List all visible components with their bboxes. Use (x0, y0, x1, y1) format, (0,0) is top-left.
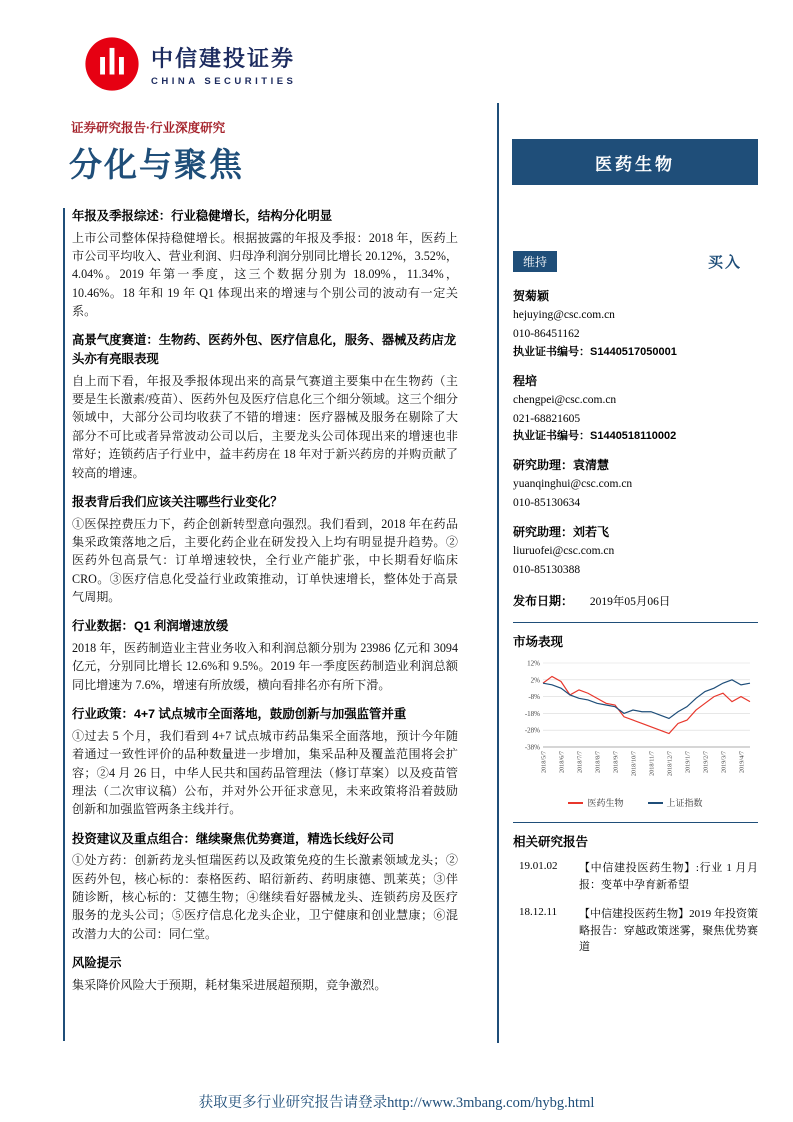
assistant-name: 研究助理：袁清慧 (513, 458, 610, 472)
analyst-block (513, 287, 758, 362)
svg-text:-8%: -8% (528, 693, 540, 702)
analyst-email: chengpei@csc.com.cn (513, 393, 617, 406)
sidebar-divider-rule (497, 103, 499, 1043)
assistant-phone: 010-85130388 (513, 563, 581, 576)
section-investment-advice (72, 830, 458, 943)
section-body: ①处方药：创新药龙头恒瑞医药以及政策免疫的生长激素领域龙头；②医药外包，核心标的：泰格医药、昭衍新药、药明康德、凯莱英；③伴随诊断，核心标的：艾德生物；④继续看好器械龙头、连锁药房及医疗服务的龙头公司；⑤医疗信息化龙头企业，卫宁健康和创业慧康；⑥混改潜力大的公司：同仁堂。 (72, 853, 458, 941)
assistant-name: 研究助理：刘若飞 (513, 524, 610, 539)
report-type-label: 证券研究报告·行业深度研究 (71, 121, 226, 135)
market-chart-svg (513, 655, 757, 795)
analyst-name: 程培 (513, 373, 538, 388)
rating-row (513, 251, 758, 272)
assistant-phone: 010-85130634 (513, 497, 581, 510)
industry-name: 医药生物 (595, 154, 675, 174)
assistant-email: yuanqinghui@csc.com.cn (513, 478, 633, 491)
publish-date-label: 发布日期： (513, 594, 574, 609)
csc-logo-icon (84, 36, 140, 92)
analyst-license: 执业证书编号：S1440518110002 (513, 430, 677, 443)
legend-label: 医药生物 (587, 798, 624, 809)
svg-text:2019/3/7: 2019/3/7 (720, 751, 728, 774)
section-heading: 行业数据：Q1 利润增速放缓 (72, 619, 229, 634)
brand-header (84, 36, 296, 92)
assistant-block (513, 523, 758, 580)
svg-text:12%: 12% (527, 659, 540, 668)
report-date: 19.01.02 (519, 860, 558, 873)
legend-line-swatch-pharma-icon (568, 802, 583, 804)
related-report-row (513, 860, 758, 893)
svg-text:2019/2/7: 2019/2/7 (702, 751, 710, 774)
related-report-row (513, 906, 758, 956)
section-body: 上市公司整体保持稳健增长。根据披露的年报及季报：2018 年，医药上市公司平均收入、营业利润、归母净利润分别同比增长 20.12%，3.52%，4.04%。2019 年第一季度，这三个数据分别为 18.09%，11.34%，10.46%。18 年和 19 年 Q1 体现出来的增速与个别公司的波动有一定关系。 (72, 230, 458, 319)
svg-text:2019/4/7: 2019/4/7 (738, 751, 746, 774)
report-title-text: 【中信建投医药生物】2019 年投资策略报告：穿越政策迷雾，聚焦优势赛道 (579, 908, 758, 954)
analyst-phone: 010-86451162 (513, 328, 580, 341)
section-risk-warning (72, 954, 458, 994)
legend-label: 上证指数 (666, 798, 703, 809)
report-title: 分化与聚焦 (69, 146, 244, 183)
section-hot-tracks (72, 331, 458, 481)
analyst-name: 贺菊颖 (513, 289, 550, 303)
footer-link[interactable]: 获取更多行业研究报告请登录http://www.3mbang.com/hybg.html (198, 1095, 595, 1111)
brand-text (151, 42, 296, 87)
sidebar-section-divider (513, 822, 758, 823)
assistant-email: liuruofei@csc.com.cn (513, 545, 615, 558)
section-heading: 年报及季报综述：行业稳健增长，结构分化明显 (72, 209, 333, 223)
section-body: ①过去 5 个月，我们看到 4+7 试点城市药品集采全面落地，预计今年随着通过一致性评价的品种数量进一步增加，集采品种及覆盖范围将会扩容；②4 月 26 日，中华人民共和国药品管理法（修订草案）以及疫苗管理法（二次审议稿）公布，并对外公开征求意见，未来政策将沿着鼓励创新和加强监管两条主线并行。 (72, 728, 458, 817)
publish-date-row (513, 592, 758, 609)
analyst-block (513, 372, 758, 447)
svg-text:2018/8/7: 2018/8/7 (594, 751, 602, 774)
section-body: 2018 年，医药制造业主营业务收入和利润总额分别为 23986 亿元和 3094 亿元，分别同比增长 12.6%和 9.5%。2019 年一季度医药制造业利润总额同比增速为 7.6%，增速有所放缓，横向看排名亦有所下滑。 (72, 641, 458, 692)
sidebar (513, 251, 758, 969)
svg-text:2%: 2% (530, 676, 540, 685)
analyst-phone: 021-68821605 (513, 412, 581, 425)
svg-text:2018/11/7: 2018/11/7 (648, 751, 656, 777)
section-annual-review (72, 207, 458, 320)
svg-text:-18%: -18% (524, 710, 540, 719)
rating-action-badge: 维持 (513, 251, 557, 272)
legend-item-sse (648, 796, 703, 809)
publish-date-value: 2019年05月06日 (589, 596, 671, 609)
analyst-license: 执业证书编号：S1440517050001 (513, 345, 677, 358)
section-body: ①医保控费压力下，药企创新转型意向强烈。我们看到，2018 年在药品集采政策落地之后，主要化药企业在研发投入上均有明显提升趋势。②医药外包高景气：订单增速较快，全行业产能扩张，中长期看好临床 CRO。③医疗信息化受益行业政策推动，订单快速增长，整体处于高景气周期。 (72, 516, 458, 605)
svg-text:2018/12/7: 2018/12/7 (666, 751, 674, 777)
brand-name-en: CHINA SECURITIES (151, 75, 297, 87)
section-industry-policy (72, 705, 458, 818)
section-industry-changes (72, 493, 458, 606)
sidebar-section-divider (513, 622, 758, 623)
svg-text:2018/7/7: 2018/7/7 (576, 751, 584, 774)
section-heading: 行业政策：4+7 试点城市全面落地，鼓励创新与加强监管并重 (72, 707, 407, 722)
legend-item-pharma (568, 796, 623, 809)
analyst-email: hejuying@csc.com.cn (513, 309, 615, 322)
section-heading: 风险提示 (72, 956, 122, 971)
svg-text:2018/9/7: 2018/9/7 (612, 751, 620, 774)
section-body: 集采降价风险大于预期，耗材集采进展超预期，竞争激烈。 (72, 977, 387, 992)
svg-text:2019/1/7: 2019/1/7 (684, 751, 692, 774)
section-industry-data (72, 617, 458, 694)
legend-line-swatch-sse-icon (648, 802, 663, 804)
section-heading: 高景气度赛道：生物药、医药外包、医疗信息化，服务、器械及药店龙头亦有亮眼表现 (72, 333, 457, 367)
market-performance-heading: 市场表现 (513, 635, 564, 650)
svg-text:2018/5/7: 2018/5/7 (540, 751, 548, 774)
related-reports-heading: 相关研究报告 (513, 835, 589, 850)
industry-badge (512, 139, 758, 185)
report-date: 18.12.11 (519, 906, 558, 919)
report-title-text: 【中信建投医药生物】:行业 1 月月报：变革中孕育新希望 (579, 862, 758, 891)
svg-text:-38%: -38% (524, 743, 540, 752)
rating-value: 买入 (707, 254, 742, 271)
brand-name-cn: 中信建投证券 (151, 45, 296, 71)
left-divider-rule (63, 208, 65, 1041)
section-heading: 投资建议及重点组合：继续聚焦优势赛道，精选长线好公司 (72, 831, 395, 846)
svg-text:-28%: -28% (524, 727, 540, 736)
section-heading: 报表背后我们应该关注哪些行业变化？ (72, 494, 283, 509)
svg-text:2018/6/7: 2018/6/7 (558, 751, 566, 774)
market-chart (513, 655, 758, 809)
report-body (72, 207, 458, 1005)
section-body: 自上而下看，年报及季报体现出来的高景气赛道主要集中在生物药（主要是生长激素/疫苗）、医药外包及医疗信息化三个细分领域。这三个细分领域中，大部分公司均收获了不错的增速：医疗器械及服务在剔除了大部分不可比或者异常波动公司以后，主要龙头公司体现出来的增速也非常好；连锁药店子行业中，益丰药房在 18 年对于新兴药房的并购贡献了较高的增速。 (72, 373, 458, 480)
assistant-block (513, 456, 758, 513)
svg-text:2018/10/7: 2018/10/7 (630, 751, 638, 777)
chart-legend (513, 796, 758, 809)
